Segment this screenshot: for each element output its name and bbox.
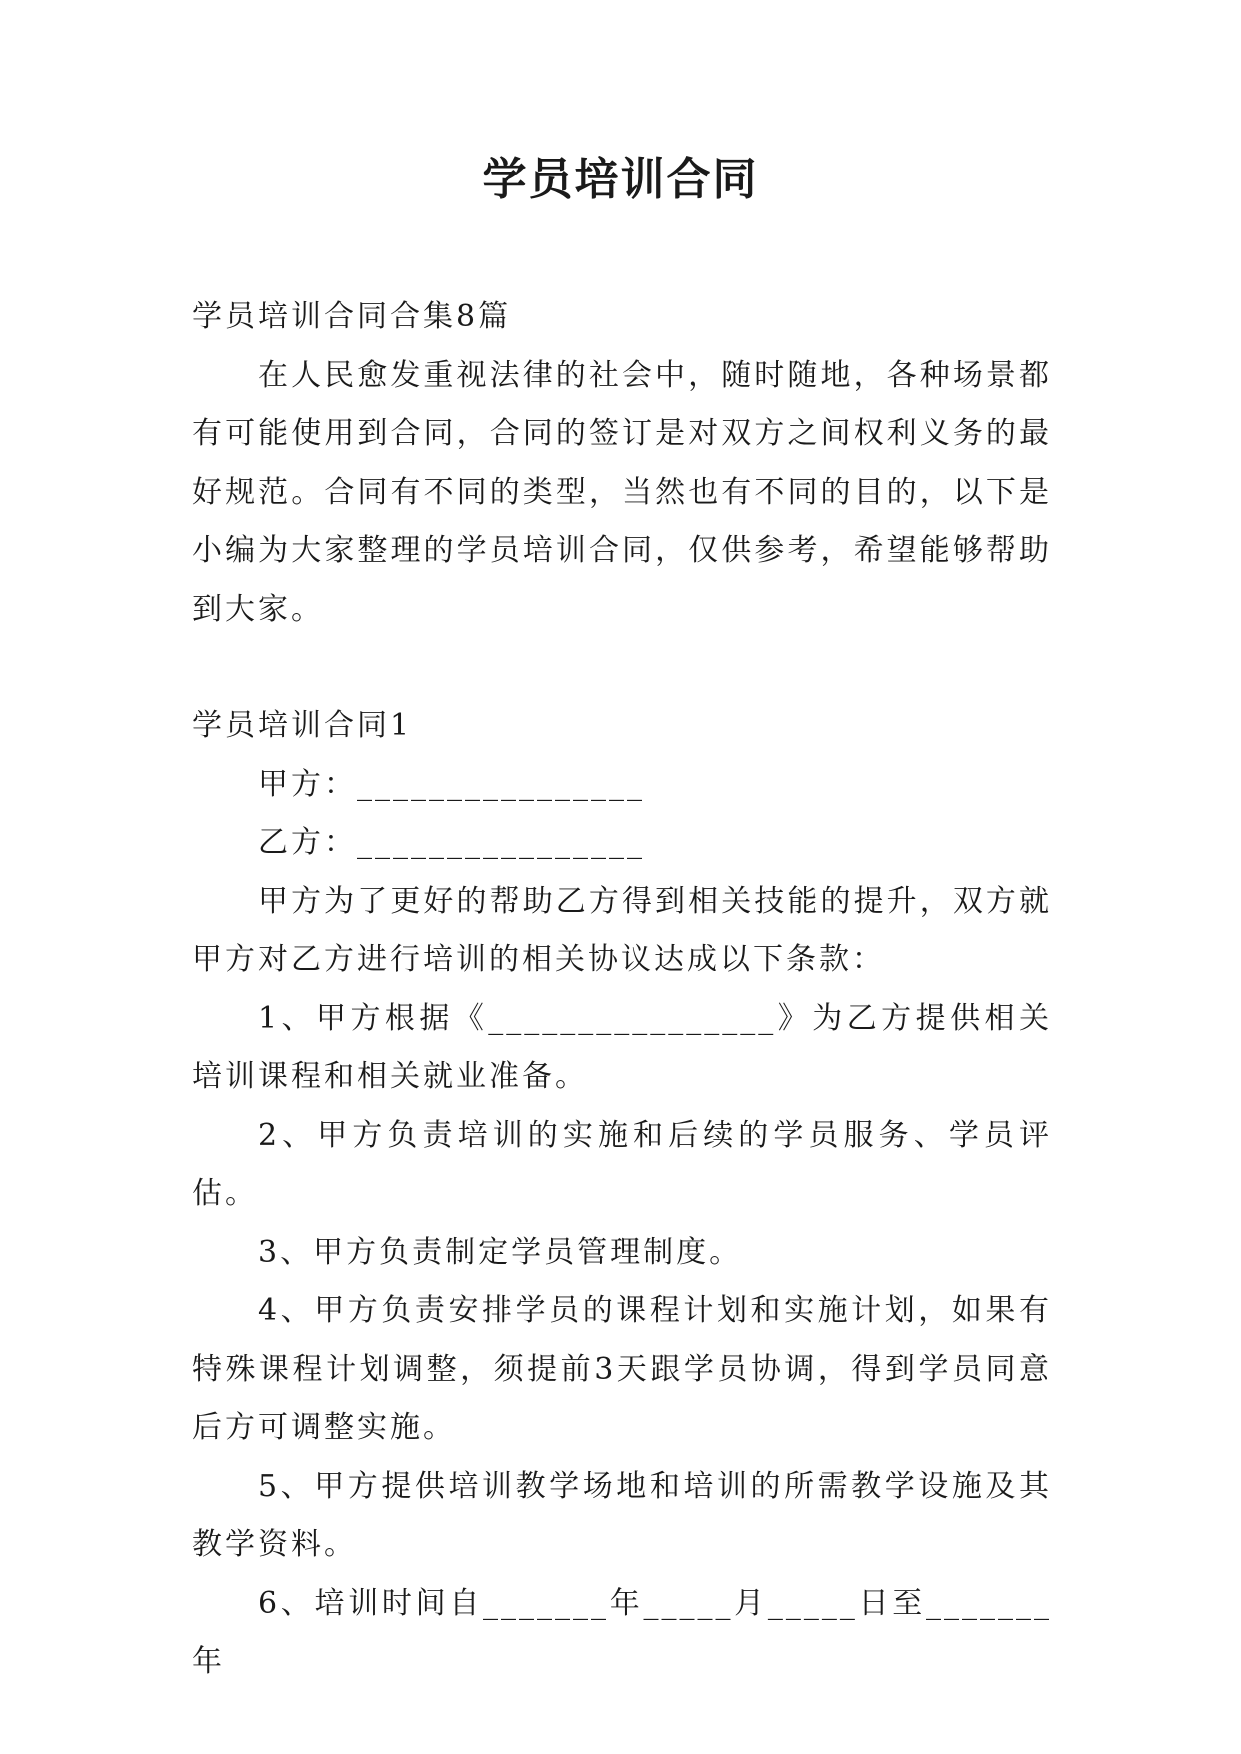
clause-3: 3、甲方负责制定学员管理制度。 — [258, 1234, 743, 1270]
document-body — [192, 288, 1052, 1692]
preamble-paragraph: 甲方为了更好的帮助乙方得到相关技能的提升，双方就甲方对乙方进行培训的相关协议达成以下条款： — [192, 883, 1052, 977]
clause-2: 2、甲方负责培训的实施和后续的学员服务、学员评估。 — [192, 1117, 1052, 1211]
section-spacer — [192, 639, 1052, 697]
collection-subtitle: 学员培训合同合集8篇 — [192, 299, 512, 334]
clause-6: 6、培训时间自_______年_____月_____日至_______年 — [192, 1585, 1052, 1679]
clause-5: 5、甲方提供培训教学场地和培训的所需教学设施及其教学资料。 — [192, 1468, 1052, 1562]
party-a-line: 甲方：________________ — [258, 766, 645, 802]
clause-1: 1、甲方根据《________________》为乙方提供相关培训课程和相关就业准备。 — [192, 1000, 1052, 1094]
section-heading: 学员培训合同1 — [192, 708, 413, 743]
document-title: 学员培训合同 — [482, 154, 759, 205]
intro-paragraph: 在人民愈发重视法律的社会中，随时随地，各种场景都有可能使用到合同，合同的签订是对双方之间权利义务的最好规范。合同有不同的类型，当然也有不同的目的，以下是小编为大家整理的学员培训合同，仅供参考，希望能够帮助到大家。 — [192, 357, 1052, 627]
clause-4: 4、甲方负责安排学员的课程计划和实施计划，如果有特殊课程计划调整，须提前3天跟学员协调，得到学员同意后方可调整实施。 — [192, 1293, 1052, 1445]
party-b-line: 乙方：________________ — [258, 825, 645, 860]
